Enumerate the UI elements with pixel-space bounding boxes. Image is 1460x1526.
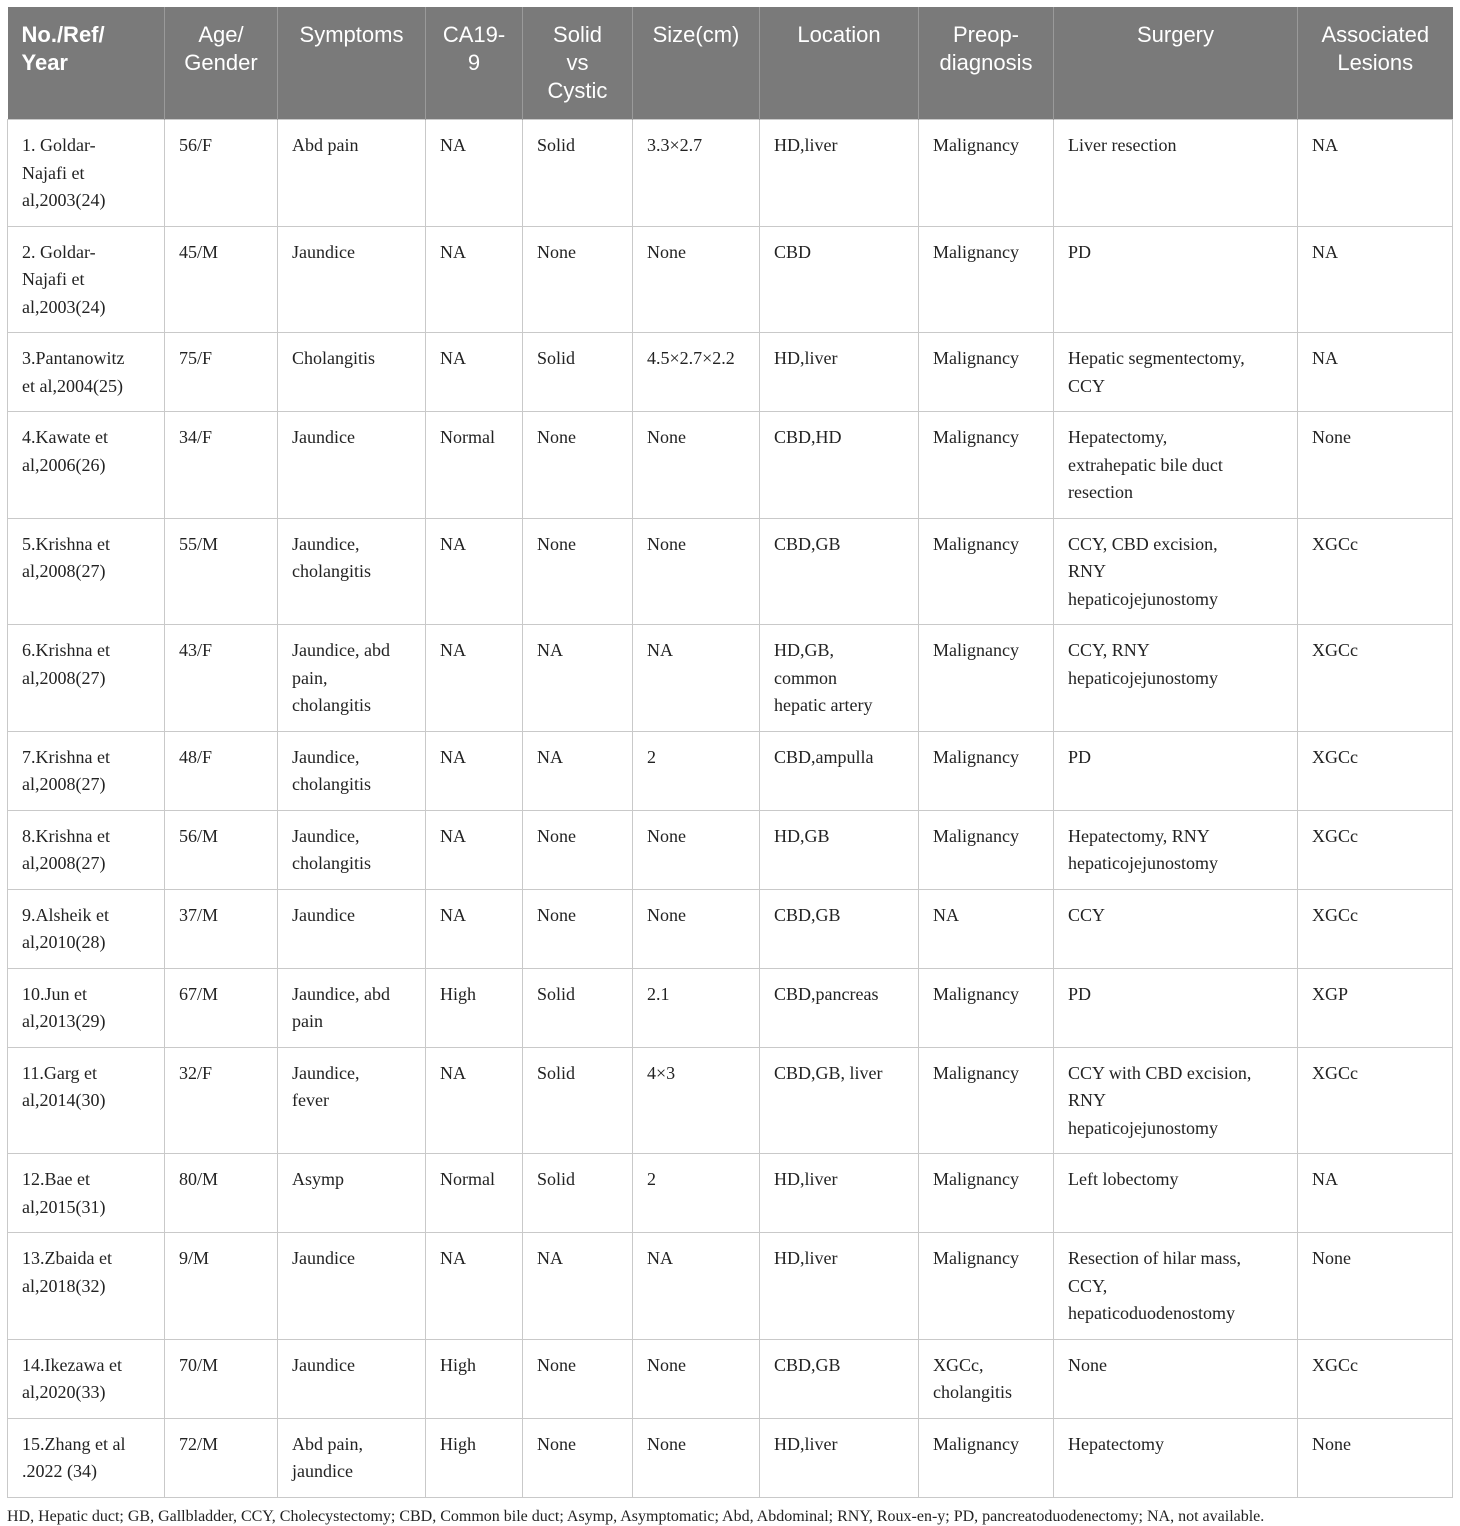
table-cell: None — [523, 1339, 633, 1418]
table-cell: 2 — [633, 1154, 760, 1233]
table-cell: PD — [1054, 968, 1298, 1047]
table-cell: Hepatic segmentectomy, CCY — [1054, 333, 1298, 412]
table-cell: NA — [1298, 120, 1453, 227]
table-cell: NA — [426, 226, 523, 333]
table-cell: 2. Goldar- Najafi et al,2003(24) — [8, 226, 165, 333]
table-cell: 8.Krishna et al,2008(27) — [8, 810, 165, 889]
column-header: Associated Lesions — [1298, 7, 1453, 120]
column-header: Size(cm) — [633, 7, 760, 120]
table-cell: Jaundice, cholangitis — [278, 731, 426, 810]
table-cell: XGP — [1298, 968, 1453, 1047]
table-cell: 6.Krishna et al,2008(27) — [8, 625, 165, 732]
table-cell: 48/F — [165, 731, 278, 810]
table-cell: None — [633, 518, 760, 625]
table-cell: XGCc — [1298, 810, 1453, 889]
table-cell: Jaundice — [278, 889, 426, 968]
table-cell: NA — [523, 731, 633, 810]
table-cell: None — [523, 518, 633, 625]
table-row — [8, 625, 1453, 732]
table-cell: 3.Pantanowitz et al,2004(25) — [8, 333, 165, 412]
table-cell: Malignancy — [919, 1154, 1054, 1233]
table-cell: 2.1 — [633, 968, 760, 1047]
table-cell: Malignancy — [919, 518, 1054, 625]
table-cell: CBD,HD — [760, 412, 919, 519]
table-cell: NA — [426, 625, 523, 732]
table-cell: 56/F — [165, 120, 278, 227]
table-cell: Malignancy — [919, 625, 1054, 732]
table-cell: Abd pain — [278, 120, 426, 227]
table-cell: 4.5×2.7×2.2 — [633, 333, 760, 412]
table-cell: Jaundice, fever — [278, 1047, 426, 1154]
table-cell: NA — [633, 1233, 760, 1340]
table-row — [8, 120, 1453, 227]
table-cell: HD,liver — [760, 1154, 919, 1233]
table-body — [8, 120, 1453, 1498]
table-cell: 4×3 — [633, 1047, 760, 1154]
table-cell: High — [426, 1418, 523, 1497]
table-cell: CBD,GB — [760, 1339, 919, 1418]
table-cell: NA — [523, 1233, 633, 1340]
table-row — [8, 968, 1453, 1047]
table-cell: 43/F — [165, 625, 278, 732]
table-cell: NA — [919, 889, 1054, 968]
table-row — [8, 1154, 1453, 1233]
table-cell: None — [633, 889, 760, 968]
table-cell: None — [633, 1339, 760, 1418]
table-cell: Malignancy — [919, 968, 1054, 1047]
table-cell: 4.Kawate et al,2006(26) — [8, 412, 165, 519]
table-cell: CCY, RNY hepaticojejunostomy — [1054, 625, 1298, 732]
table-row — [8, 412, 1453, 519]
table-cell: CBD,ampulla — [760, 731, 919, 810]
table-cell: 55/M — [165, 518, 278, 625]
table-container — [7, 7, 1452, 1526]
table-cell: 56/M — [165, 810, 278, 889]
table-row — [8, 1047, 1453, 1154]
table-cell: Jaundice, abd pain, cholangitis — [278, 625, 426, 732]
table-row — [8, 810, 1453, 889]
table-cell: Malignancy — [919, 120, 1054, 227]
table-cell: None — [523, 412, 633, 519]
table-cell: XGCc — [1298, 889, 1453, 968]
table-cell: NA — [426, 889, 523, 968]
table-cell: Malignancy — [919, 1233, 1054, 1340]
table-cell: None — [523, 810, 633, 889]
table-cell: Malignancy — [919, 226, 1054, 333]
table-cell: CBD — [760, 226, 919, 333]
table-cell: PD — [1054, 226, 1298, 333]
table-cell: XGCc — [1298, 518, 1453, 625]
table-cell: None — [633, 1418, 760, 1497]
table-cell: None — [1298, 412, 1453, 519]
table-cell: Hepatectomy, RNY hepaticojejunostomy — [1054, 810, 1298, 889]
table-cell: Jaundice, abd pain — [278, 968, 426, 1047]
table-cell: 72/M — [165, 1418, 278, 1497]
table-cell: 9.Alsheik et al,2010(28) — [8, 889, 165, 968]
table-cell: Solid — [523, 1047, 633, 1154]
table-cell: NA — [1298, 1154, 1453, 1233]
table-row — [8, 889, 1453, 968]
table-cell: Malignancy — [919, 810, 1054, 889]
table-row — [8, 333, 1453, 412]
column-header: No./Ref/ Year — [8, 7, 165, 120]
table-cell: Hepatectomy — [1054, 1418, 1298, 1497]
table-cell: Asymp — [278, 1154, 426, 1233]
table-cell: 75/F — [165, 333, 278, 412]
table-cell: 13.Zbaida et al,2018(32) — [8, 1233, 165, 1340]
column-header: Location — [760, 7, 919, 120]
table-cell: None — [633, 810, 760, 889]
table-cell: Jaundice — [278, 226, 426, 333]
table-cell: None — [523, 1418, 633, 1497]
table-cell: Abd pain, jaundice — [278, 1418, 426, 1497]
table-cell: Left lobectomy — [1054, 1154, 1298, 1233]
table-cell: Malignancy — [919, 412, 1054, 519]
table-cell: PD — [1054, 731, 1298, 810]
table-cell: Liver resection — [1054, 120, 1298, 227]
table-cell: 10.Jun et al,2013(29) — [8, 968, 165, 1047]
table-cell: NA — [633, 625, 760, 732]
column-header: Age/ Gender — [165, 7, 278, 120]
table-cell: 67/M — [165, 968, 278, 1047]
table-cell: Jaundice — [278, 1233, 426, 1340]
table-cell: HD,liver — [760, 120, 919, 227]
table-cell: 3.3×2.7 — [633, 120, 760, 227]
table-cell: CCY, CBD excision, RNY hepaticojejunostomy — [1054, 518, 1298, 625]
table-cell: XGCc, cholangitis — [919, 1339, 1054, 1418]
table-cell: XGCc — [1298, 1339, 1453, 1418]
table-cell: None — [1054, 1339, 1298, 1418]
table-cell: CBD,GB, liver — [760, 1047, 919, 1154]
table-cell: NA — [426, 333, 523, 412]
table-cell: 80/M — [165, 1154, 278, 1233]
table-cell: NA — [1298, 333, 1453, 412]
case-table — [7, 7, 1453, 1498]
table-cell: HD,liver — [760, 1418, 919, 1497]
table-cell: NA — [426, 120, 523, 227]
column-header: Surgery — [1054, 7, 1298, 120]
table-cell: High — [426, 1339, 523, 1418]
table-cell: High — [426, 968, 523, 1047]
table-cell: Resection of hilar mass, CCY, hepaticoduodenostomy — [1054, 1233, 1298, 1340]
table-cell: CBD,pancreas — [760, 968, 919, 1047]
table-row — [8, 518, 1453, 625]
table-cell: Normal — [426, 1154, 523, 1233]
table-cell: HD,GB — [760, 810, 919, 889]
table-cell: None — [523, 226, 633, 333]
table-cell: Solid — [523, 120, 633, 227]
table-cell: 12.Bae et al,2015(31) — [8, 1154, 165, 1233]
table-cell: XGCc — [1298, 731, 1453, 810]
table-cell: None — [633, 226, 760, 333]
table-cell: 32/F — [165, 1047, 278, 1154]
table-cell: 9/M — [165, 1233, 278, 1340]
table-cell: 2 — [633, 731, 760, 810]
table-cell: 15.Zhang et al .2022 (34) — [8, 1418, 165, 1497]
table-row — [8, 1339, 1453, 1418]
table-cell: NA — [1298, 226, 1453, 333]
table-cell: Solid — [523, 968, 633, 1047]
column-header: CA19- 9 — [426, 7, 523, 120]
table-cell: Jaundice — [278, 412, 426, 519]
table-cell: Normal — [426, 412, 523, 519]
table-cell: NA — [426, 731, 523, 810]
table-cell: Malignancy — [919, 333, 1054, 412]
table-cell: Malignancy — [919, 731, 1054, 810]
table-cell: NA — [426, 1233, 523, 1340]
column-header: Preop- diagnosis — [919, 7, 1054, 120]
table-cell: Malignancy — [919, 1418, 1054, 1497]
table-cell: Malignancy — [919, 1047, 1054, 1154]
table-cell: Jaundice, cholangitis — [278, 518, 426, 625]
table-cell: Hepatectomy, extrahepatic bile duct resection — [1054, 412, 1298, 519]
table-cell: None — [633, 412, 760, 519]
header-row — [8, 7, 1453, 120]
table-cell: None — [1298, 1233, 1453, 1340]
table-cell: None — [523, 889, 633, 968]
table-footnote: HD, Hepatic duct; GB, Gallbladder, CCY, Cholecystectomy; CBD, Common bile duct; Asymp, Asymptomatic; Abd, Abdominal; RNY, Roux-en-y; PD, pancreatoduodenectomy; NA, not available. — [7, 1507, 1265, 1525]
table-cell: 34/F — [165, 412, 278, 519]
table-cell: 37/M — [165, 889, 278, 968]
table-cell: Solid — [523, 333, 633, 412]
table-cell: 7.Krishna et al,2008(27) — [8, 731, 165, 810]
table-cell: NA — [523, 625, 633, 732]
table-cell: 11.Garg et al,2014(30) — [8, 1047, 165, 1154]
table-row — [8, 1233, 1453, 1340]
table-cell: 14.Ikezawa et al,2020(33) — [8, 1339, 165, 1418]
table-cell: 1. Goldar- Najafi et al,2003(24) — [8, 120, 165, 227]
table-cell: XGCc — [1298, 1047, 1453, 1154]
table-cell: Cholangitis — [278, 333, 426, 412]
table-cell: XGCc — [1298, 625, 1453, 732]
table-cell: CCY — [1054, 889, 1298, 968]
table-cell: None — [1298, 1418, 1453, 1497]
table-cell: HD,liver — [760, 1233, 919, 1340]
table-cell: Jaundice — [278, 1339, 426, 1418]
table-cell: 45/M — [165, 226, 278, 333]
table-cell: CBD,GB — [760, 518, 919, 625]
table-cell: Jaundice, cholangitis — [278, 810, 426, 889]
table-cell: Solid — [523, 1154, 633, 1233]
table-cell: 70/M — [165, 1339, 278, 1418]
column-header: Solid vs Cystic — [523, 7, 633, 120]
table-cell: HD,GB, common hepatic artery — [760, 625, 919, 732]
table-cell: 5.Krishna et al,2008(27) — [8, 518, 165, 625]
table-row — [8, 731, 1453, 810]
column-header: Symptoms — [278, 7, 426, 120]
table-row — [8, 1418, 1453, 1497]
table-cell: HD,liver — [760, 333, 919, 412]
table-cell: CBD,GB — [760, 889, 919, 968]
table-row — [8, 226, 1453, 333]
table-cell: NA — [426, 1047, 523, 1154]
table-cell: NA — [426, 810, 523, 889]
table-cell: NA — [426, 518, 523, 625]
table-cell: CCY with CBD excision, RNY hepaticojejunostomy — [1054, 1047, 1298, 1154]
